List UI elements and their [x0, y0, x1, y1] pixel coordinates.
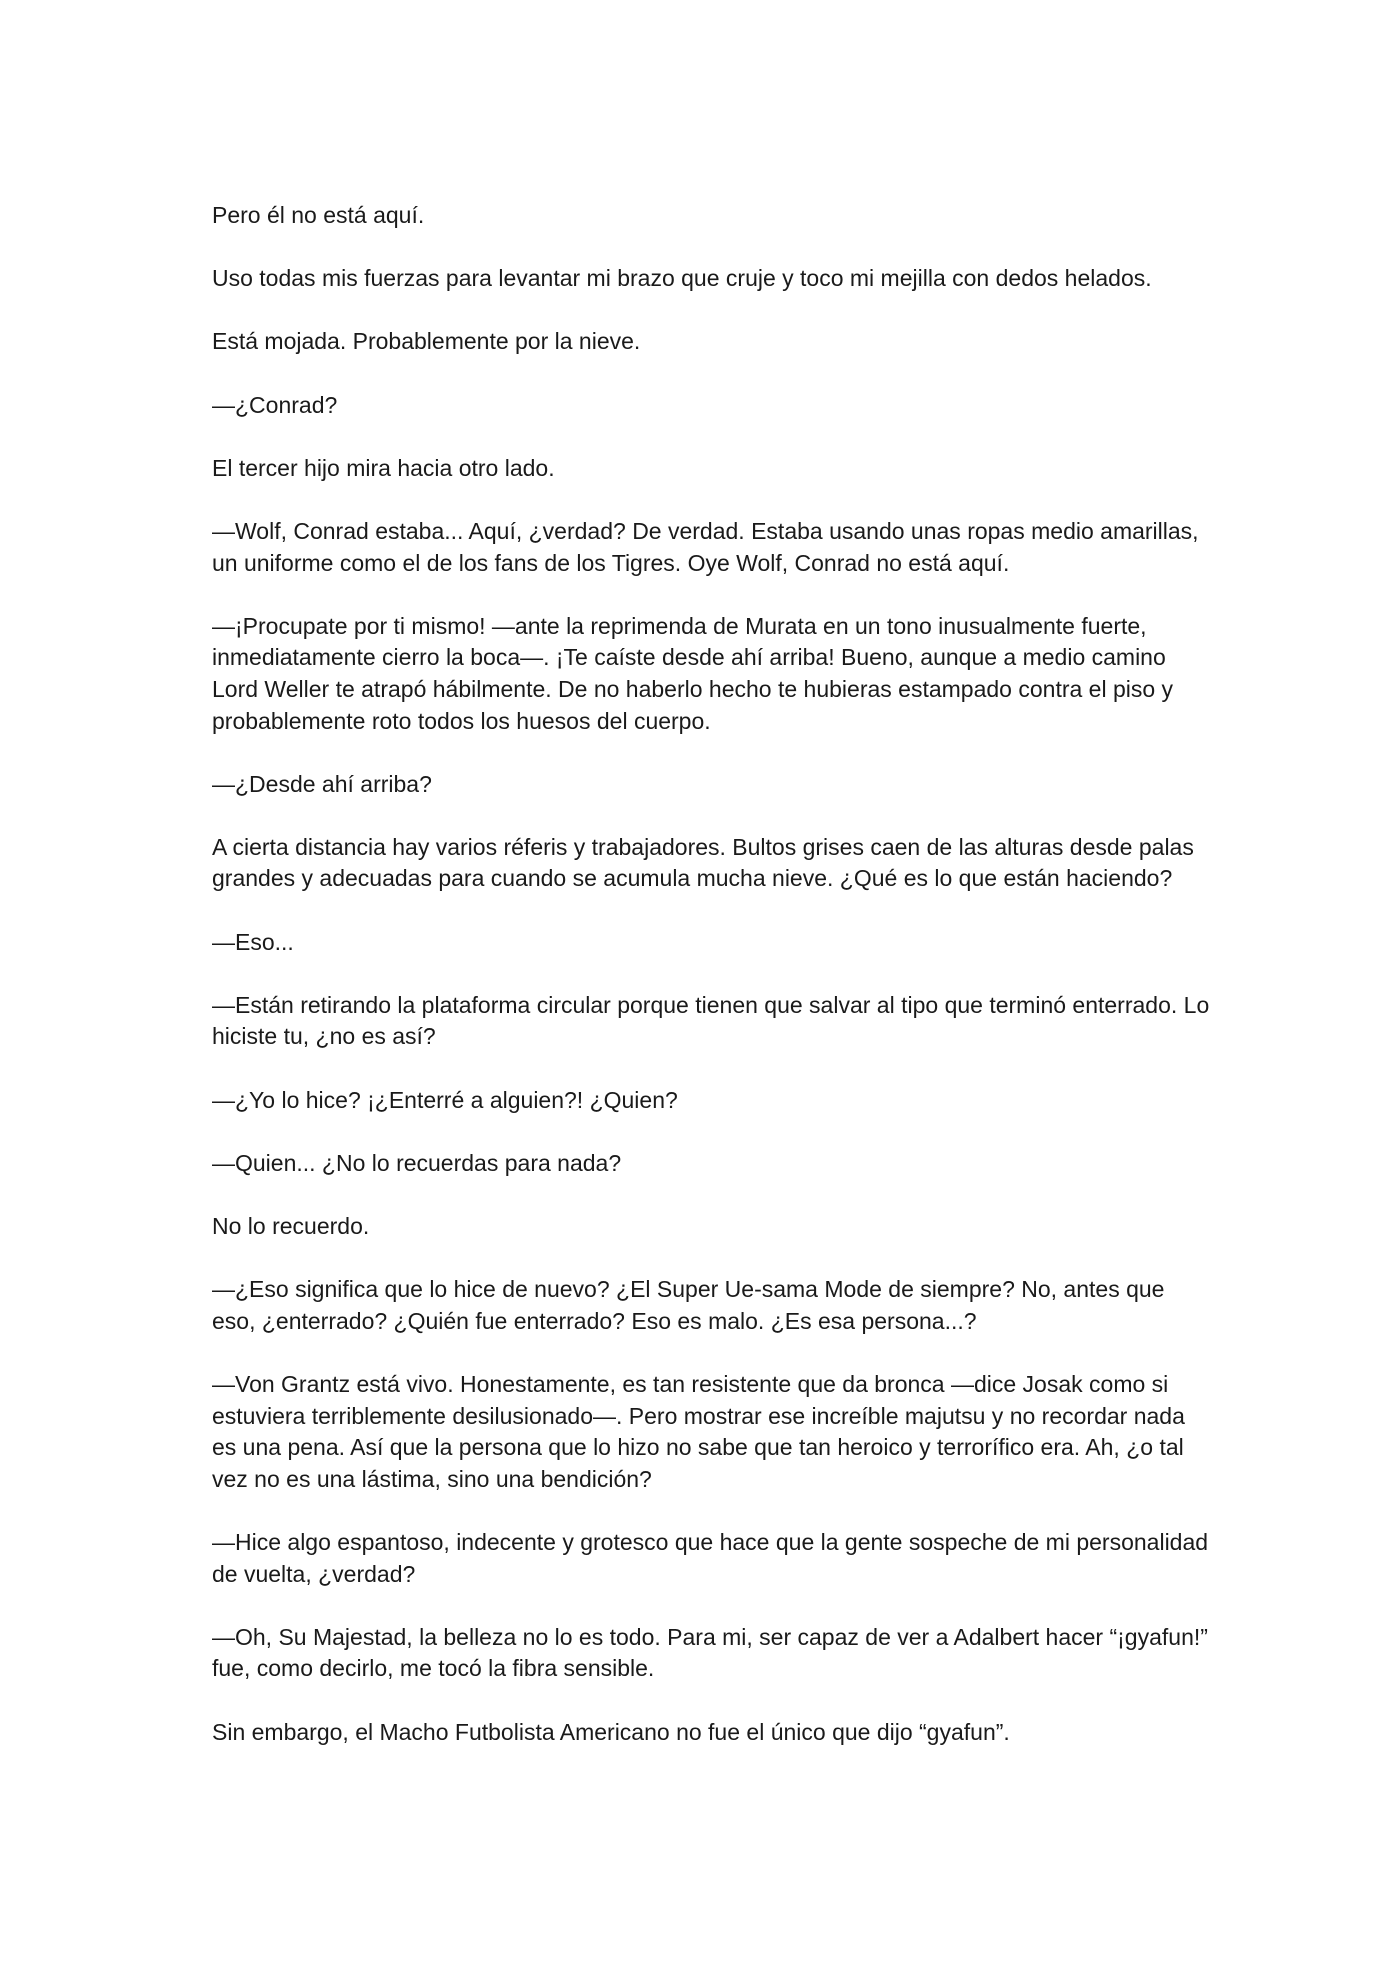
paragraph: Está mojada. Probablemente por la nieve.: [212, 328, 641, 355]
paragraph: —Quien... ¿No lo recuerdas para nada?: [212, 1149, 622, 1176]
paragraph: —¿Yo lo hice? ¡¿Enterré a alguien?! ¿Quien?: [212, 1086, 678, 1113]
paragraph: —¿Desde ahí arriba?: [212, 770, 432, 797]
paragraph: —Están retirando la plataforma circular porque tienen que salvar al tipo que terminó enterrado. Lo hiciste tu, ¿no es así?: [212, 991, 1210, 1050]
paragraph: —¡Procupate por ti mismo! —ante la reprimenda de Murata en un tono inusualmente fuerte, inmediatamente cierro la boca—. ¡Te caíste desde ahí arriba! Bueno, aunque a medio camino Lord Weller te atrapó hábilmente. De no haberlo hecho te hubieras estampado contra el piso y probablemente roto todos los huesos del cuerpo.: [212, 612, 1174, 734]
paragraph: —Hice algo espantoso, indecente y grotesco que hace que la gente sospeche de mi personalidad de vuelta, ¿verdad?: [212, 1528, 1209, 1587]
paragraph: A cierta distancia hay varios réferis y trabajadores. Bultos grises caen de las alturas desde palas grandes y adecuadas para cuando se acumula mucha nieve. ¿Qué es lo que están haciendo?: [212, 833, 1194, 892]
paragraph: Pero él no está aquí.: [212, 202, 425, 228]
paragraph: Uso todas mis fuerzas para levantar mi brazo que cruje y toco mi mejilla con dedos helados.: [212, 265, 1152, 292]
paragraph: —Eso...: [212, 928, 294, 955]
paragraph: —¿Eso significa que lo hice de nuevo? ¿El Super Ue-sama Mode de siempre? No, antes que eso, ¿enterrado? ¿Quién fue enterrado? Eso es malo. ¿Es esa persona...?: [212, 1276, 1165, 1334]
paragraph: El tercer hijo mira hacia otro lado.: [212, 454, 555, 481]
document-body: [212, 200, 1212, 1780]
paragraph: —Wolf, Conrad estaba... Aquí, ¿verdad? De verdad. Estaba usando unas ropas medio amarillas, un uniforme como el de los fans de los Tigres. Oye Wolf, Conrad no está aquí.: [212, 517, 1199, 576]
paragraph: —¿Conrad?: [212, 391, 338, 418]
paragraph: —Von Grantz está vivo. Honestamente, es tan resistente que da bronca —dice Josak como si estuviera terriblemente desilusionado—. Pero mostrar ese increíble majutsu y no recordar nada es una pena. Así que la persona que lo hizo no sabe que tan heroico y terrorífico era. Ah, ¿o tal vez no es una lástima, sino una bendición?: [212, 1370, 1185, 1492]
paragraph: Sin embargo, el Macho Futbolista Americano no fue el único que dijo “gyafun”.: [212, 1718, 1010, 1745]
paragraph: No lo recuerdo.: [212, 1213, 370, 1239]
paragraph: —Oh, Su Majestad, la belleza no lo es todo. Para mi, ser capaz de ver a Adalbert hacer “¡gyafun!” fue, como decirlo, me tocó la fibra sensible.: [212, 1623, 1208, 1682]
